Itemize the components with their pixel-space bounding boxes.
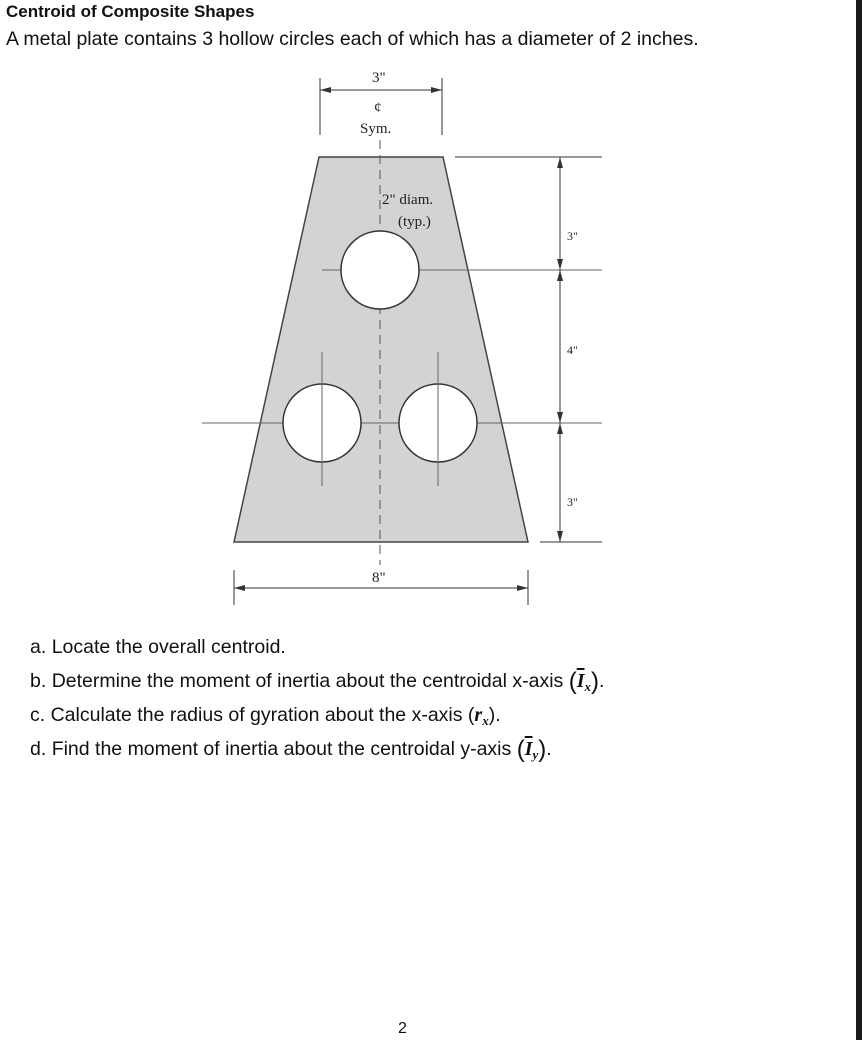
hole-diameter-label: 2" diam. <box>382 192 434 208</box>
question-text: Find the moment of inertia about the centroidal y-axis <box>51 738 517 760</box>
right-dim-arrow-2 <box>557 259 563 270</box>
question-end: . <box>599 670 605 692</box>
bottom-dim-arrow-left <box>234 585 245 591</box>
dim-mid-segment-label: 4" <box>567 343 578 357</box>
question-list <box>30 632 604 768</box>
question-marker: d. <box>30 738 47 760</box>
moment-symbol: $\overline{I}$ <box>524 738 533 760</box>
question-text: Calculate the radius of gyration about the x-axis <box>50 704 468 726</box>
document-title: Centroid of Composite Shapes <box>6 2 255 21</box>
upper-hole <box>341 231 419 309</box>
plate-diagram <box>0 60 640 620</box>
question-b: b. Determine the moment of inertia about the centroidal x-axis $(\overline{I}_x)$. <box>30 668 605 695</box>
dim-top-segment-label: 3" <box>567 229 578 243</box>
radius-symbol: r <box>474 704 483 726</box>
trapezoid-plate <box>234 157 528 542</box>
moment-subscript: x <box>584 679 591 694</box>
page-number: 2 <box>398 1020 407 1037</box>
right-dim-arrow-6 <box>557 531 563 542</box>
moment-symbol: $\overline{I}$ <box>576 670 585 692</box>
top-width-label: 3" <box>372 70 386 86</box>
question-marker: b. <box>30 670 47 692</box>
centerline-symbol: ¢ <box>374 100 382 116</box>
question-end: . <box>495 704 501 726</box>
sym-label: Sym. <box>360 121 392 137</box>
right-dim-arrow-4 <box>557 412 563 423</box>
top-dim-arrow-right <box>431 87 442 93</box>
question-marker: c. <box>30 704 46 726</box>
right-dim-arrow-3 <box>557 270 563 281</box>
right-dim-arrow-1 <box>557 157 563 168</box>
bottom-dim-arrow-right <box>517 585 528 591</box>
question-a <box>30 632 604 666</box>
question-c: c. Calculate the radius of gyration about the x-axis $(r_x)$. <box>30 704 501 728</box>
right-dim-arrow-5 <box>557 423 563 434</box>
top-dim-arrow-left <box>320 87 331 93</box>
moment-subscript: y <box>532 747 539 762</box>
question-end: . <box>546 738 552 760</box>
radius-subscript: x <box>482 713 489 728</box>
question-d: d. Find the moment of inertia about the centroidal y-axis $(\overline{I}_y)$. <box>30 736 552 763</box>
hole-typ-label: (typ.) <box>398 214 431 230</box>
page-edge-bar <box>856 0 862 1040</box>
question-text: Locate the overall centroid. <box>51 636 286 658</box>
question-marker: a. <box>30 636 47 658</box>
dim-bottom-segment-label: 3" <box>567 495 578 509</box>
question-text: Determine the moment of inertia about the centroidal x-axis <box>51 670 569 692</box>
problem-statement: A metal plate contains 3 hollow circles each of which has a diameter of 2 inches. <box>6 28 699 50</box>
base-width-label: 8" <box>372 570 386 586</box>
